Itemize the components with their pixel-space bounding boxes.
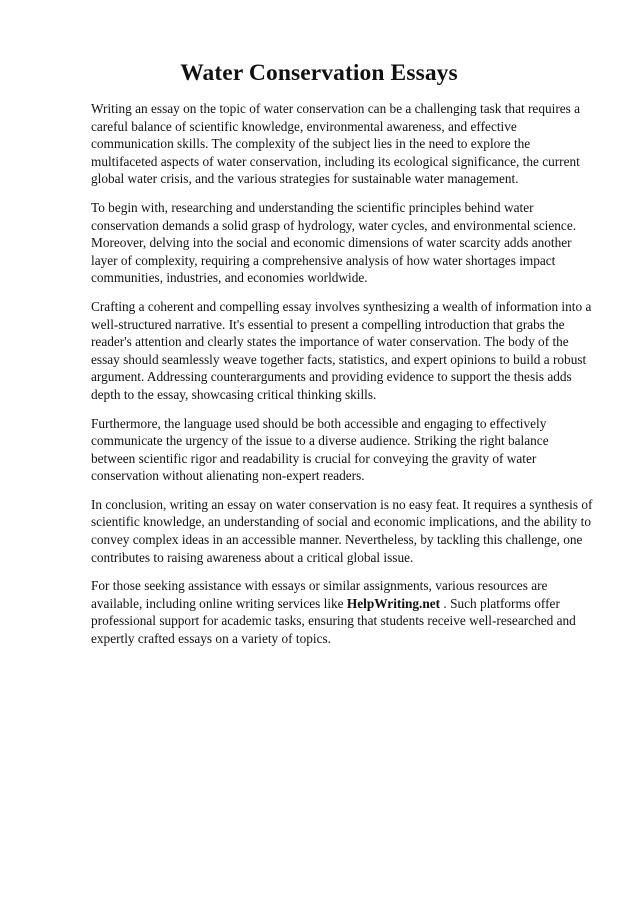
paragraph-4: Furthermore, the language used should be both accessible and engaging to effectively communicate the urgency of the issue to a diverse audience. Striking the right balance between scientific rigor and readability is crucial for conveying the gravity of water conservation without alienating non-expert readers.: [91, 415, 549, 484]
paragraph-6-after-link: . Such platforms offer professional support for academic tasks, ensuring that students receive well-researched and expertly crafted essays on a variety of topics.: [91, 595, 576, 647]
document-title: Water Conservation Essays: [180, 60, 458, 86]
paragraph-1: Writing an essay on the topic of water conservation can be a challenging task that requires a careful balance of scientific knowledge, environmental awareness, and effective communication skills. The complexity of the subject lies in the need to explore the multifaceted aspects of water conservation, including its ecological significance, the current global water crisis, and the various strategies for sustainable water management.: [91, 101, 581, 187]
paragraph-6-before-link: For those seeking assistance with essays or similar assignments, various resources are available, including online writing services like: [91, 578, 548, 611]
paragraph-5: In conclusion, writing an essay on water conservation is no easy feat. It requires a synthesis of scientific knowledge, an understanding of social and economic implications, and the ability to convey complex ideas in an accessible manner. Nevertheless, by tackling this challenge, one contributes to raising awareness about a critical global issue.: [91, 496, 593, 565]
paragraph-6: [91, 577, 594, 647]
paragraph-3: Crafting a coherent and compelling essay involves synthesizing a wealth of information into a well-structured narrative. It's essential to present a compelling introduction that grabs the reader's attention and clearly states the importance of water conservation. The body of the essay should seamlessly weave together facts, statistics, and expert opinions to build a robust argument. Addressing counterarguments and providing evidence to support the thesis adds depth to the essay, showcasing critical thinking skills.: [91, 298, 592, 402]
helpwriting-link[interactable]: HelpWriting.net: [346, 595, 441, 611]
paragraph-2: To begin with, researching and understanding the scientific principles behind water conservation demands a solid grasp of hydrology, water cycles, and environmental science. Moreover, delving into the social and economic dimensions of water scarcity adds another layer of complexity, requiring a comprehensive analysis of how water shortages impact communities, industries, and economies worldwide.: [91, 199, 577, 286]
